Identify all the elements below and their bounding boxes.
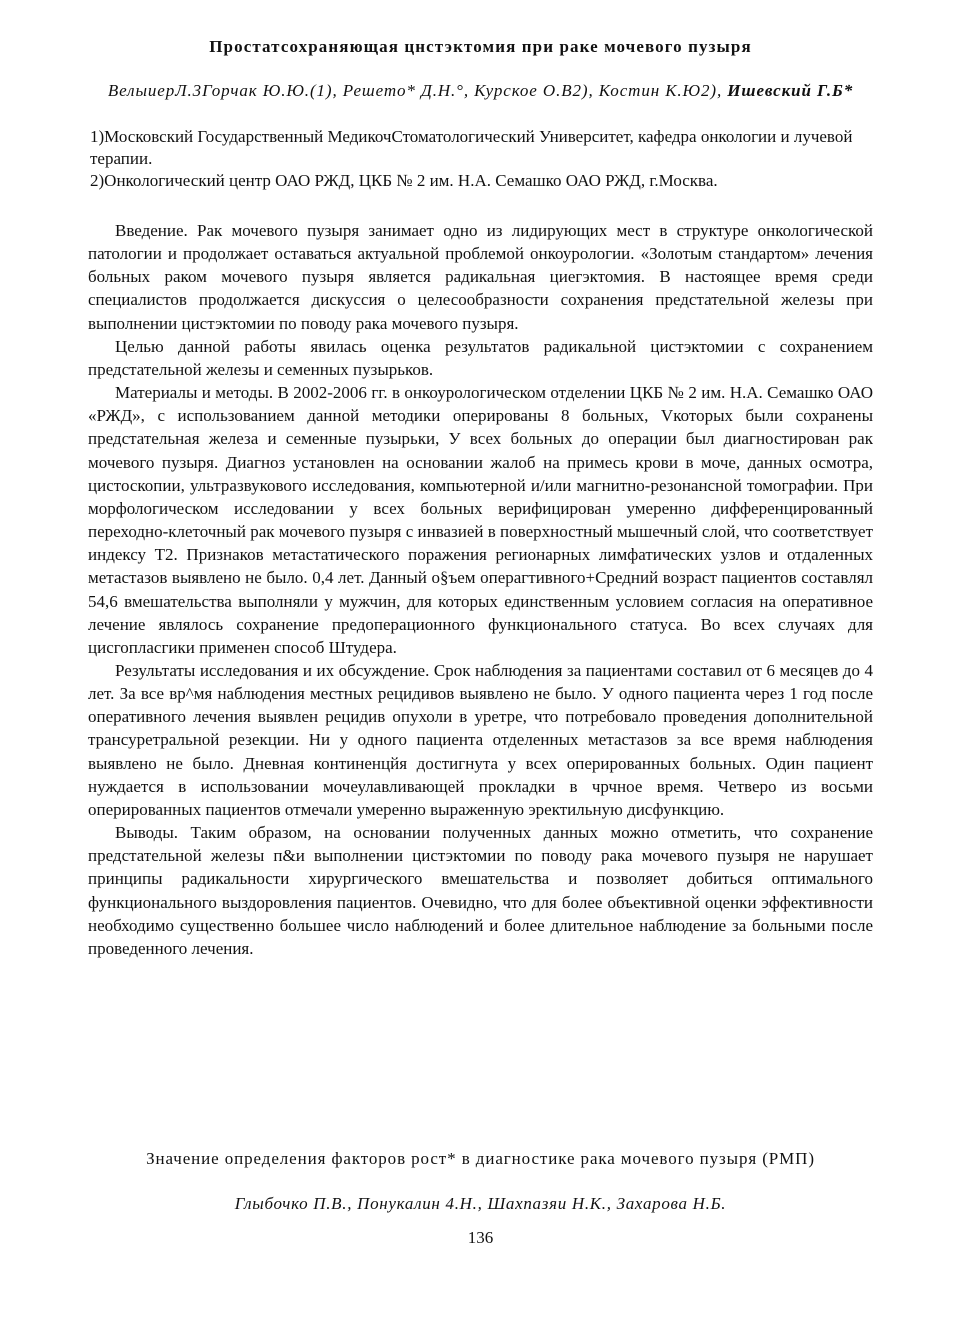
affiliation-2: 2)Онкологический центр ОАО РЖД, ЦКБ № 2 им. Н.А. Семашко ОАО РЖД, г.Москва. xyxy=(90,171,718,190)
paragraph-aim: Целью данной работы явилась оценка результатов радикальной цистэктомии с сохранением предстательной железы и семенных пузырьков. xyxy=(88,336,873,379)
paragraph-conclusions: Выводы. Таким образом, на основании полученных данных можно отметить, что сохранение предстательной железы п&и выполнении цистэктомии по поводу рака мочевого пузыря не нарушает принципы радикальности хирургического вмешательства и позволяет добиться оптимального функционального выздоровления пациентов. Очевидно, что для более объективной оценки эффективности необходимо существенно большее число наблюдений и более длительное наблюдение за больными после проведенного лечения. xyxy=(88,823,873,958)
authors-list: ВелыиерЛ.3Горчак Ю.Ю.(1), Решето* Д.Н.°, Курское О.В2), Костин К.Ю2), xyxy=(107,81,723,100)
paragraph-methods: Материалы и методы. В 2002-2006 гг. в онкоурологическом отделении ЦКБ № 2 им. Н.А. Семашко ОАО «РЖД», с использованием данной методики оперированы 8 больных, Vкоторых были сохранены предстательная железа и семенные пузырьки, У всех больных до операции был диагностирован рак мочевого пузыря. Диагноз установлен на основании жалоб на примесь крови в моче, данных осмотра, цистоскопии, ультразвукового исследования, компьютерной и/или магнитно-резонансной томографии. При морфологическом исследовании у всех больных верифицирован умеренно дифференцированный переходно-клеточный рак мочевого пузыря с инвазией в поверхностный мышечный слой, что соответствует индексу Т2. Признаков метастатического поражения регионарных лимфатических узлов и отдаленных метастазов выявлено не было. 0,4 лет. Данный о§ъем операгтивного+Средний возраст пациентов составлял 54,6 вмешательства выполняли у мужчин, для которых единственным условием согласия на оперативное лечение являлось сохранение предоперационного функционального статуса. Во всех случаях для цисгопласгики применен способ Штудера. xyxy=(88,383,873,657)
article-title: Простатсохраняющая цнстэктомия при раке мочевого пузыря xyxy=(209,37,752,56)
page-number: 136 xyxy=(467,1228,494,1247)
affiliation-1: 1)Московский Государственный МедикочСтоматологический Университет, кафедра онкологии и лучевой терапии. xyxy=(90,127,853,168)
next-article-authors: Глыбочко П.В., Понукалин 4.Н., Шахпазяи Н.К., Захарова Н.Б. xyxy=(234,1194,727,1213)
article-authors xyxy=(88,80,873,102)
article-body xyxy=(88,219,873,960)
next-article-title: Значение определения факторов рост* в диагностике рака мочевого пузыря (РМП) xyxy=(146,1149,815,1168)
affiliations xyxy=(90,126,870,192)
paragraph-introduction: Введение. Рак мочевого пузыря занимает одно из лидирующих мест в структуре онкологической патологии и продолжает оставаться актуальной проблемой онкоурологии. «Золотым стандартом» лечения больных раком мочевого пузыря является радикальная циегэктомия. В настоящее время среди специалистов продолжается дискуссия о целесообразности сохранения предстательной железы при выполнении цистэктомии по поводу рака мочевого пузыря. xyxy=(88,221,873,333)
authors-list-bold: Ишевский Г.Б* xyxy=(727,81,854,100)
paragraph-results: Результаты исследования и их обсуждение. Срок наблюдения за пациентами составил от 6 месяцев до 4 лет. За все вр^мя наблюдения местных рецидивов выявлено не было. У одного пациента через 1 год после оперативного лечения выявлен рецидив опухоли в уретре, что потребовало проведения дополнительной трансуретральной резекции. Ни у одного пациента отделенных метастазов за все время наблюдения выявлено не было. Дневная континенцйя достигнута у всех оперированных больных. Один пациент нуждается в использовании мочеулавливающей прокладки в чрчное время. Четверо из восьми оперированных пациентов отмечали умеренно выраженную эректильную дисфункцию. xyxy=(88,660,873,819)
